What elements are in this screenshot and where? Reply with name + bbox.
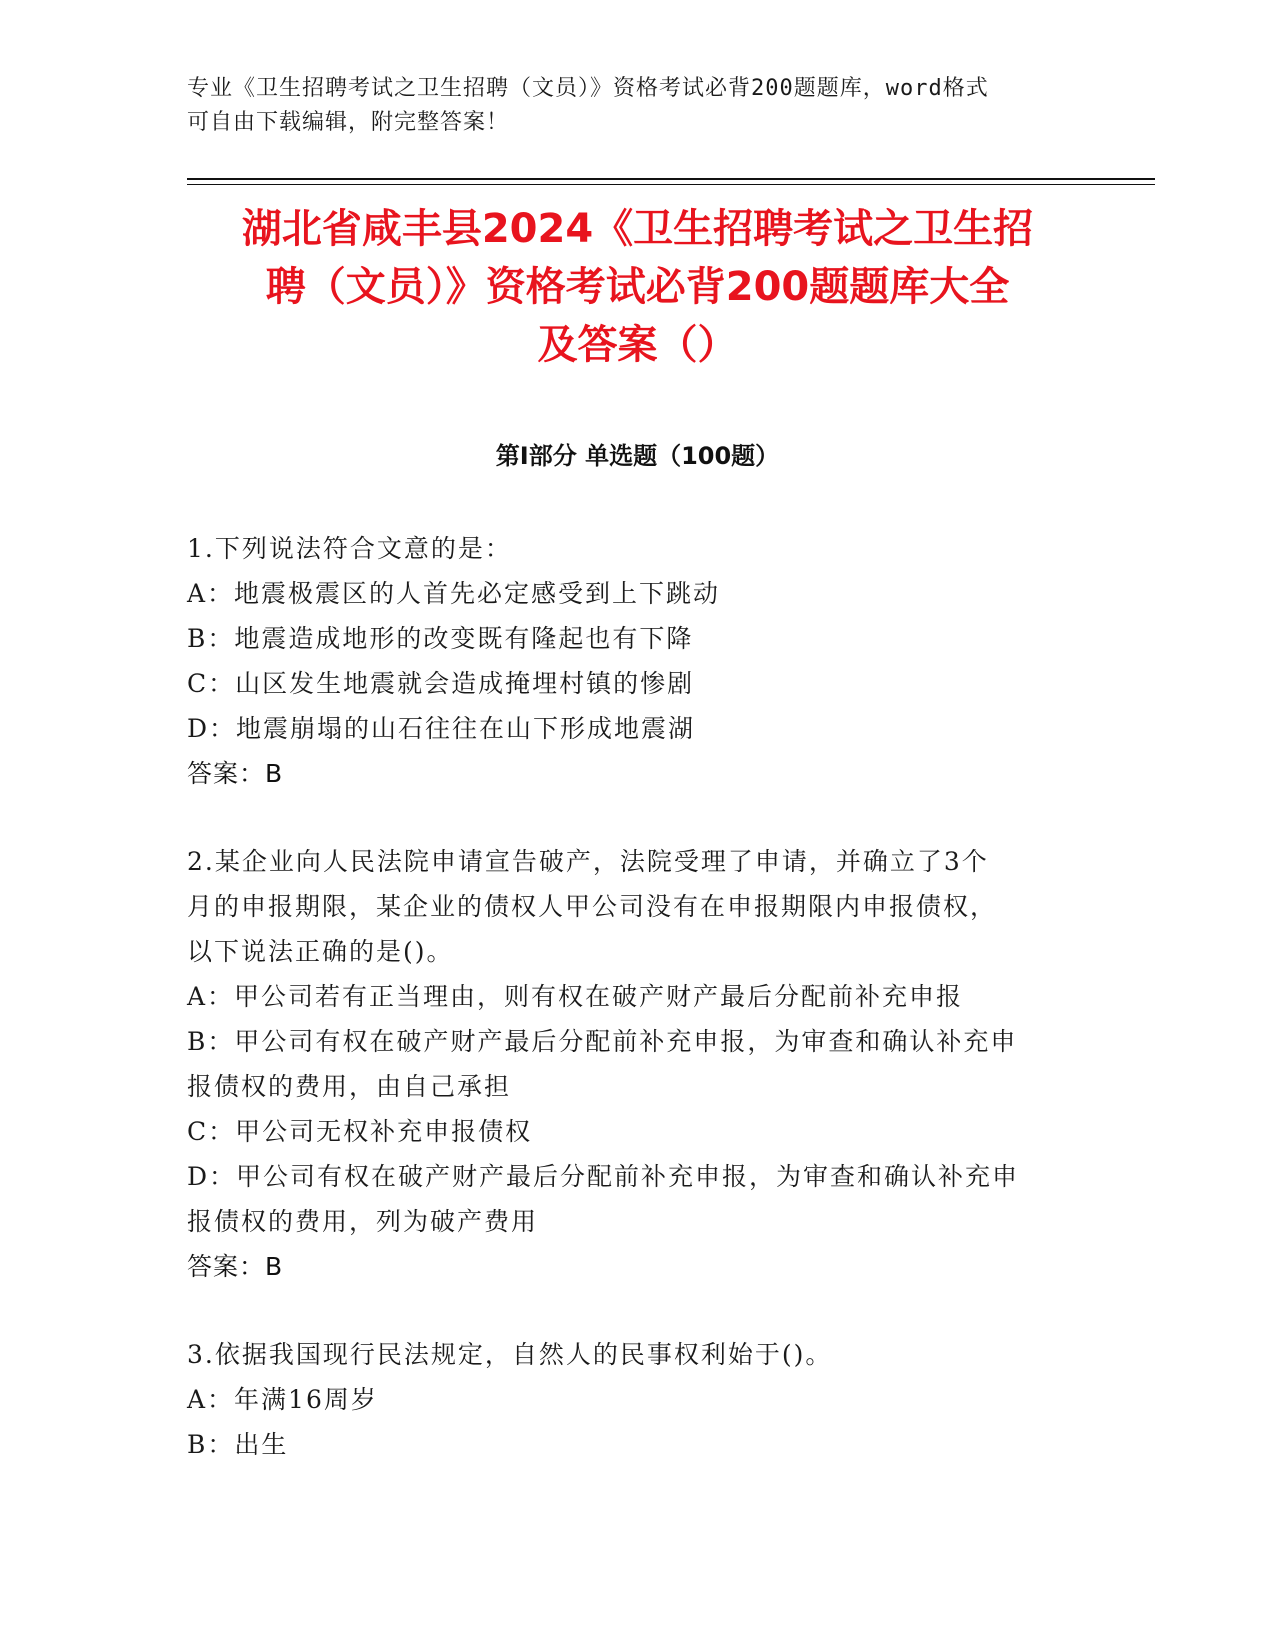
question-stem-line: 1.下列说法符合文意的是： [187, 534, 512, 563]
correct-answer: 答案：B [187, 1252, 284, 1281]
answer-option-line: 报债权的费用，由自己承担 [187, 1072, 512, 1101]
title-line-1: 湖北省咸丰县2024《卫生招聘考试之卫生招 [241, 206, 1034, 252]
header-rule-thin [187, 184, 1155, 185]
header-note-line-1: 专业《卫生招聘考试之卫生招聘（文员）》资格考试必背200题题库，word格式 [187, 76, 989, 101]
title-line-3: 及答案（） [537, 322, 738, 368]
question-stem-line: 以下说法正确的是()。 [187, 937, 454, 966]
answer-option [187, 1154, 1067, 1244]
answer-option [187, 1422, 1067, 1467]
answer-option-line: 报债权的费用，列为破产费用 [187, 1207, 539, 1236]
answer-option [187, 616, 1067, 661]
answer-option-line: B：甲公司有权在破产财产最后分配前补充申报，为审查和确认补充申 [187, 1027, 1018, 1056]
answer-option-line: D：地震崩塌的山石往往在山下形成地震湖 [187, 714, 696, 743]
answer-option [187, 1377, 1067, 1422]
answer-option-line: B：出生 [187, 1430, 289, 1459]
section-title: 第I部分 单选题（100题） [495, 442, 780, 470]
answer-option-line: B：地震造成地形的改变既有隆起也有下降 [187, 624, 694, 653]
answer-option [187, 1109, 1067, 1154]
question-2 [187, 839, 1067, 1289]
answer-option-line: C：甲公司无权补充申报债权 [187, 1117, 533, 1146]
header-rule-thick [187, 178, 1155, 180]
answer-option [187, 706, 1067, 751]
answer-option-line: A：甲公司若有正当理由，则有权在破产财产最后分配前补充申报 [187, 982, 964, 1011]
question-stem-line: 3.依据我国现行民法规定，自然人的民事权利始于()。 [187, 1340, 833, 1369]
question-stem-line: 2.某企业向人民法院申请宣告破产，法院受理了申请，并确立了3个 [187, 847, 989, 876]
title-line-2: 聘（文员）》资格考试必背200题题库大全 [265, 264, 1010, 310]
answer-option [187, 571, 1067, 616]
answer-option-line: A：年满16周岁 [187, 1385, 378, 1414]
header-note [187, 72, 1067, 140]
question-1 [187, 526, 1067, 796]
question-3 [187, 1332, 1067, 1467]
answer-option-line: D：甲公司有权在破产财产最后分配前补充申报，为审查和确认补充申 [187, 1162, 1020, 1191]
correct-answer: 答案：B [187, 759, 284, 788]
answer-option-line: C：山区发生地震就会造成掩埋村镇的惨剧 [187, 669, 695, 698]
answer-option-line: A：地震极震区的人首先必定感受到上下跳动 [187, 579, 721, 608]
header-note-line-2: 可自由下载编辑，附完整答案！ [187, 110, 510, 135]
question-list [187, 526, 1067, 1510]
question-stem-line: 月的申报期限，某企业的债权人甲公司没有在申报期限内申报债权， [187, 892, 998, 921]
answer-option [187, 661, 1067, 706]
document-title [160, 200, 1115, 374]
answer-option [187, 1019, 1067, 1109]
answer-option [187, 974, 1067, 1019]
